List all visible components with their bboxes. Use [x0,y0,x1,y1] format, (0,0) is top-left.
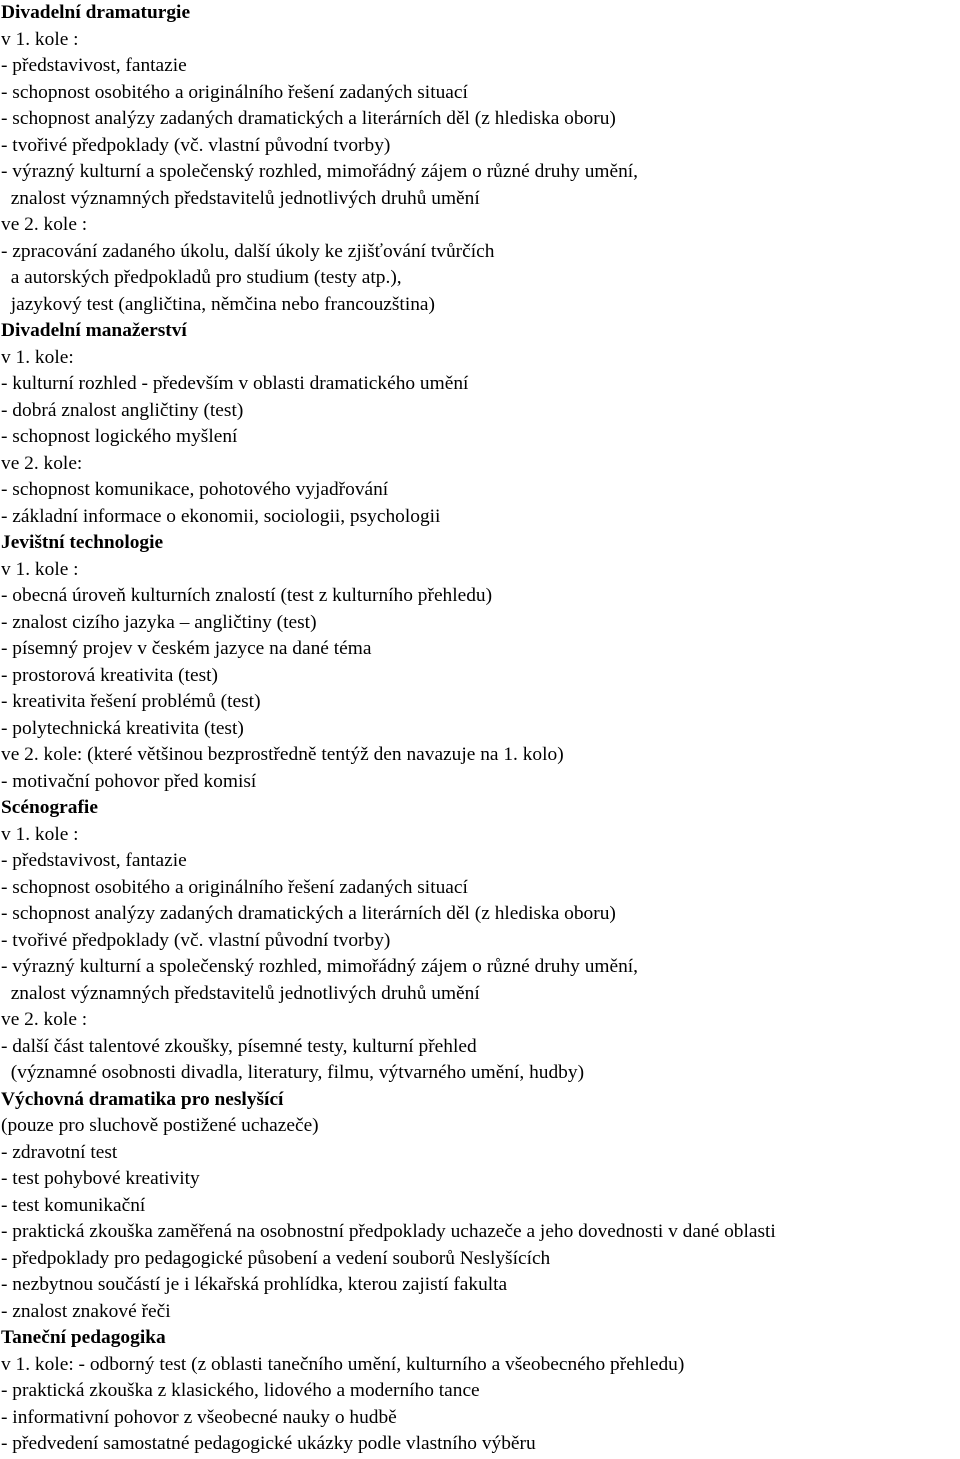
text-line: - praktická zkouška z klasického, lidového a moderního tance [1,1380,480,1401]
section [0,0,960,318]
section-heading: Divadelní dramaturgie [1,2,191,23]
text-line: - polytechnická kreativita (test) [1,717,244,739]
text-line: (pouze pro sluchově postižené uchazeče) [1,1115,319,1136]
text-line: - schopnost osobitého a originálního řešení zadaných situací [1,81,468,103]
text-line: - zpracování zadaného úkolu, další úkoly ke zjišťování tvůrčích [1,240,495,262]
text-line: ve 2. kole: [1,452,83,474]
text-line: v 1. kole : [1,823,79,845]
text-line: (významné osobnosti divadla, literatury, filmu, výtvarného umění, hudby) [1,1062,585,1083]
text-line: ve 2. kole: (které většinou bezprostředně tentýž den navazuje na 1. kolo) [1,744,564,765]
text-line: v 1. kole: - odborný test (z oblasti tanečního umění, kulturního a všeobecného přehledu) [1,1353,685,1375]
text-line: - schopnost osobitého a originálního řešení zadaných situací [1,876,468,898]
section-heading: Výchovná dramatika pro neslyšící [1,1088,284,1110]
text-line: - znalost cizího jazyka – angličtiny (test) [1,611,317,633]
text-line: - tvořivé předpoklady (vč. vlastní původní tvorby) [1,134,391,156]
text-line: - předpoklady pro pedagogické působení a vedení souborů Neslyšících [1,1247,551,1269]
section-heading: Scénografie [1,797,98,818]
text-line: - prostorová kreativita (test) [1,664,218,686]
section [0,1325,960,1458]
text-line: - schopnost analýzy zadaných dramatických a literárních děl (z hlediska oboru) [1,903,616,924]
text-line: - nezbytnou součástí je i lékařská prohlídka, kterou zajistí fakulta [1,1274,508,1295]
section [0,530,960,795]
text-line: znalost významných představitelů jednotlivých druhů umění [1,187,480,209]
text-line: znalost významných představitelů jednotlivých druhů umění [1,982,480,1004]
text-line: - znalost znakové řeči [1,1300,171,1322]
text-line: - písemný projev v českém jazyce na dané téma [1,638,372,659]
text-line: - výrazný kulturní a společenský rozhled, mimořádný zájem o různé druhy umění, [1,161,639,182]
text-line: - informativní pohovor z všeobecné nauky o hudbě [1,1406,397,1428]
text-line: - kulturní rozhled - především v oblasti dramatického umění [1,373,469,394]
text-line: v 1. kole : [1,558,79,580]
text-line: - další část talentové zkoušky, písemné testy, kulturní přehled [1,1035,477,1057]
section [0,318,960,530]
text-line: - test pohybové kreativity [1,1168,200,1189]
text-line: jazykový test (angličtina, němčina nebo francouzština) [1,293,435,315]
text-line: - základní informace o ekonomii, sociologii, psychologii [1,505,441,527]
text-line: - praktická zkouška zaměřená na osobnostní předpoklady uchazeče a jeho dovednosti v dané oblasti [1,1221,776,1242]
text-line: ve 2. kole : [1,1009,88,1030]
text-line: - obecná úroveň kulturních znalostí (test z kulturního přehledu) [1,585,493,606]
text-line: - kreativita řešení problémů (test) [1,691,261,712]
section [0,795,960,1087]
text-line: - zdravotní test [1,1141,118,1163]
text-line: v 1. kole : [1,28,79,50]
text-line: - schopnost komunikace, pohotového vyjadřování [1,479,389,500]
text-line: - schopnost analýzy zadaných dramatických a literárních děl (z hlediska oboru) [1,108,616,129]
text-line: ve 2. kole : [1,214,88,235]
text-line: - schopnost logického myšlení [1,426,238,447]
text-line: a autorských předpokladů pro studium (testy atp.), [1,267,402,288]
text-line: - motivační pohovor před komisí [1,770,257,792]
text-line: - představivost, fantazie [1,850,187,871]
section [0,1087,960,1326]
text-line: - test komunikační [1,1194,146,1216]
text-line: - dobrá znalost angličtiny (test) [1,399,244,421]
section-heading: Jevištní technologie [1,532,164,553]
section-heading: Divadelní manažerství [1,320,187,341]
text-line: - tvořivé předpoklady (vč. vlastní původní tvorby) [1,929,391,951]
text-line: - představivost, fantazie [1,55,187,76]
text-line: - výrazný kulturní a společenský rozhled, mimořádný zájem o různé druhy umění, [1,956,639,977]
text-line: v 1. kole: [1,346,74,368]
section-heading: Taneční pedagogika [1,1327,166,1348]
text-line: - předvedení samostatné pedagogické ukázky podle vlastního výběru [1,1433,536,1454]
